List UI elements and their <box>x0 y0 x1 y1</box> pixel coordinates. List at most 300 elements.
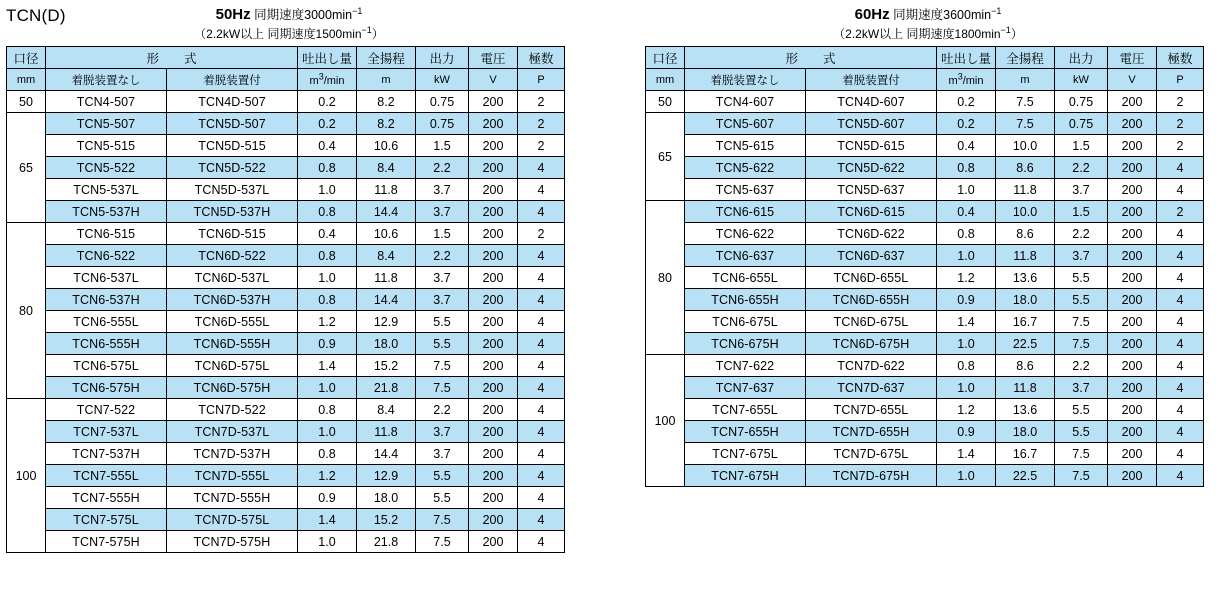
cell-voltage: 200 <box>469 201 518 223</box>
cell-head: 10.0 <box>996 201 1055 223</box>
cell-bore: 65 <box>7 113 46 223</box>
header-type: 形 式 <box>685 47 937 69</box>
header-head-unit: m <box>996 69 1055 91</box>
cell-poles: 4 <box>518 201 565 223</box>
cell-model-with-device: TCN7D-555L <box>167 465 298 487</box>
cell-head: 22.5 <box>996 333 1055 355</box>
cell-model-with-device: TCN6D-622 <box>806 223 937 245</box>
table-header-row <box>7 47 565 69</box>
cell-model-no-device: TCN6-615 <box>685 201 806 223</box>
cell-head: 7.5 <box>996 113 1055 135</box>
cell-flow: 0.4 <box>298 135 357 157</box>
cell-voltage: 200 <box>469 179 518 201</box>
cell-model-no-device: TCN5-622 <box>685 157 806 179</box>
table-body-50hz <box>7 91 565 553</box>
cell-poles: 4 <box>518 531 565 553</box>
heading-sub-close: ） <box>1010 27 1023 42</box>
cell-voltage: 200 <box>469 465 518 487</box>
cell-power: 3.7 <box>1055 377 1108 399</box>
heading-sub-close: ） <box>371 27 384 42</box>
block-heading-50hz <box>6 4 572 42</box>
table-row <box>646 333 1204 355</box>
cell-model-with-device: TCN5D-622 <box>806 157 937 179</box>
cell-voltage: 200 <box>469 267 518 289</box>
header-poles: 極数 <box>1157 47 1204 69</box>
cell-flow: 0.8 <box>298 289 357 311</box>
header-type-no-device: 着脱装置なし <box>685 69 806 91</box>
cell-model-no-device: TCN6-655H <box>685 289 806 311</box>
table-row <box>7 377 565 399</box>
cell-power: 7.5 <box>1055 333 1108 355</box>
cell-flow: 0.8 <box>298 443 357 465</box>
cell-model-with-device: TCN7D-575H <box>167 531 298 553</box>
cell-bore: 65 <box>646 113 685 201</box>
cell-model-no-device: TCN7-575L <box>46 509 167 531</box>
header-flow: 吐出し量 <box>937 47 996 69</box>
cell-poles: 2 <box>1157 91 1204 113</box>
cell-voltage: 200 <box>469 311 518 333</box>
cell-poles: 4 <box>1157 157 1204 179</box>
cell-model-with-device: TCN6D-537H <box>167 289 298 311</box>
table-row <box>7 443 565 465</box>
cell-flow: 0.9 <box>298 333 357 355</box>
cell-power: 5.5 <box>416 311 469 333</box>
cell-model-no-device: TCN5-615 <box>685 135 806 157</box>
cell-voltage: 200 <box>469 355 518 377</box>
table-header-row <box>646 47 1204 69</box>
cell-bore: 100 <box>7 399 46 553</box>
cell-head: 11.8 <box>357 267 416 289</box>
cell-power: 1.5 <box>1055 135 1108 157</box>
cell-flow: 0.8 <box>298 245 357 267</box>
cell-poles: 2 <box>518 91 565 113</box>
cell-power: 2.2 <box>1055 157 1108 179</box>
cell-model-with-device: TCN5D-507 <box>167 113 298 135</box>
header-power-unit: kW <box>1055 69 1108 91</box>
cell-power: 7.5 <box>416 531 469 553</box>
cell-head: 8.6 <box>996 223 1055 245</box>
cell-head: 11.8 <box>996 179 1055 201</box>
table-row <box>646 443 1204 465</box>
header-type: 形 式 <box>46 47 298 69</box>
table-row <box>7 91 565 113</box>
table-row <box>646 355 1204 377</box>
cell-model-no-device: TCN7-537L <box>46 421 167 443</box>
cell-power: 3.7 <box>416 267 469 289</box>
cell-power: 7.5 <box>1055 443 1108 465</box>
table-row <box>7 465 565 487</box>
cell-poles: 4 <box>518 355 565 377</box>
cell-model-no-device: TCN6-537H <box>46 289 167 311</box>
table-row <box>7 487 565 509</box>
heading-sub-sup: −1 <box>1000 25 1011 36</box>
cell-flow: 1.0 <box>298 179 357 201</box>
cell-flow: 1.0 <box>298 531 357 553</box>
cell-flow: 1.4 <box>937 443 996 465</box>
cell-head: 14.4 <box>357 201 416 223</box>
cell-model-no-device: TCN5-537H <box>46 201 167 223</box>
cell-voltage: 200 <box>469 487 518 509</box>
cell-model-no-device: TCN7-537H <box>46 443 167 465</box>
header-bore-unit: mm <box>646 69 685 91</box>
cell-head: 12.9 <box>357 311 416 333</box>
cell-voltage: 200 <box>1108 91 1157 113</box>
spec-table-60hz <box>645 46 1204 487</box>
cell-voltage: 200 <box>469 377 518 399</box>
table-row <box>7 135 565 157</box>
cell-head: 8.2 <box>357 91 416 113</box>
cell-head: 8.6 <box>996 157 1055 179</box>
cell-flow: 0.8 <box>937 355 996 377</box>
header-voltage-unit: V <box>1108 69 1157 91</box>
cell-head: 10.6 <box>357 135 416 157</box>
cell-poles: 4 <box>1157 289 1204 311</box>
cell-model-no-device: TCN7-622 <box>685 355 806 377</box>
cell-voltage: 200 <box>1108 421 1157 443</box>
cell-power: 1.5 <box>416 223 469 245</box>
cell-power: 5.5 <box>1055 289 1108 311</box>
cell-voltage: 200 <box>1108 399 1157 421</box>
cell-power: 3.7 <box>416 201 469 223</box>
cell-flow: 0.9 <box>937 421 996 443</box>
cell-model-no-device: TCN5-507 <box>46 113 167 135</box>
cell-model-no-device: TCN6-622 <box>685 223 806 245</box>
table-row <box>7 245 565 267</box>
cell-poles: 4 <box>1157 443 1204 465</box>
table-row <box>7 421 565 443</box>
heading-main-sup: −1 <box>991 6 1002 16</box>
cell-flow: 1.0 <box>937 179 996 201</box>
cell-model-with-device: TCN6D-515 <box>167 223 298 245</box>
cell-model-no-device: TCN7-522 <box>46 399 167 421</box>
cell-power: 5.5 <box>416 487 469 509</box>
cell-model-with-device: TCN5D-637 <box>806 179 937 201</box>
cell-poles: 4 <box>518 157 565 179</box>
cell-power: 5.5 <box>1055 399 1108 421</box>
header-head: 全揚程 <box>357 47 416 69</box>
cell-head: 8.4 <box>357 399 416 421</box>
cell-head: 16.7 <box>996 443 1055 465</box>
cell-model-no-device: TCN7-555H <box>46 487 167 509</box>
header-poles-unit: P <box>1157 69 1204 91</box>
cell-flow: 1.4 <box>298 355 357 377</box>
cell-model-with-device: TCN7D-537L <box>167 421 298 443</box>
cell-head: 11.8 <box>996 377 1055 399</box>
cell-voltage: 200 <box>1108 245 1157 267</box>
cell-power: 7.5 <box>1055 465 1108 487</box>
table-row <box>646 289 1204 311</box>
cell-voltage: 200 <box>469 531 518 553</box>
cell-voltage: 200 <box>469 399 518 421</box>
cell-voltage: 200 <box>469 113 518 135</box>
cell-power: 5.5 <box>1055 267 1108 289</box>
cell-poles: 4 <box>518 179 565 201</box>
cell-bore: 80 <box>646 201 685 355</box>
cell-head: 13.6 <box>996 267 1055 289</box>
table-subheader-row <box>7 69 565 91</box>
table-row <box>646 91 1204 113</box>
cell-model-with-device: TCN6D-555L <box>167 311 298 333</box>
cell-poles: 4 <box>1157 421 1204 443</box>
table-row <box>7 333 565 355</box>
cell-model-with-device: TCN6D-522 <box>167 245 298 267</box>
table-row <box>7 267 565 289</box>
cell-voltage: 200 <box>469 443 518 465</box>
cell-model-with-device: TCN6D-655L <box>806 267 937 289</box>
cell-voltage: 200 <box>1108 157 1157 179</box>
cell-voltage: 200 <box>1108 113 1157 135</box>
header-voltage: 電圧 <box>469 47 518 69</box>
cell-model-no-device: TCN6-675H <box>685 333 806 355</box>
table-row <box>646 223 1204 245</box>
header-head-unit: m <box>357 69 416 91</box>
header-bore: 口径 <box>646 47 685 69</box>
header-power-unit: kW <box>416 69 469 91</box>
cell-power: 0.75 <box>1055 113 1108 135</box>
cell-model-with-device: TCN6D-537L <box>167 267 298 289</box>
heading-frequency: 50Hz <box>215 6 251 24</box>
cell-voltage: 200 <box>469 289 518 311</box>
table-row <box>7 157 565 179</box>
cell-flow: 1.2 <box>298 465 357 487</box>
cell-head: 10.0 <box>996 135 1055 157</box>
spec-block-60hz <box>645 4 1211 487</box>
cell-flow: 1.2 <box>298 311 357 333</box>
cell-poles: 4 <box>1157 311 1204 333</box>
cell-flow: 0.2 <box>937 113 996 135</box>
cell-poles: 2 <box>518 113 565 135</box>
cell-model-no-device: TCN7-575H <box>46 531 167 553</box>
cell-power: 3.7 <box>416 289 469 311</box>
cell-poles: 4 <box>518 245 565 267</box>
cell-model-with-device: TCN7D-655L <box>806 399 937 421</box>
table-row <box>646 201 1204 223</box>
cell-power: 2.2 <box>1055 355 1108 377</box>
cell-bore: 100 <box>646 355 685 487</box>
cell-bore: 50 <box>646 91 685 113</box>
cell-model-with-device: TCN5D-615 <box>806 135 937 157</box>
cell-model-no-device: TCN7-655H <box>685 421 806 443</box>
cell-poles: 4 <box>1157 223 1204 245</box>
cell-poles: 4 <box>518 267 565 289</box>
table-row <box>7 201 565 223</box>
cell-power: 2.2 <box>416 245 469 267</box>
table-row <box>646 399 1204 421</box>
table-row <box>646 267 1204 289</box>
header-poles-unit: P <box>518 69 565 91</box>
cell-voltage: 200 <box>1108 201 1157 223</box>
cell-power: 7.5 <box>1055 311 1108 333</box>
table-row <box>7 355 565 377</box>
cell-head: 11.8 <box>357 421 416 443</box>
cell-voltage: 200 <box>1108 289 1157 311</box>
cell-flow: 0.4 <box>937 135 996 157</box>
cell-poles: 4 <box>1157 245 1204 267</box>
cell-flow: 0.8 <box>298 201 357 223</box>
cell-poles: 4 <box>518 333 565 355</box>
cell-power: 3.7 <box>416 421 469 443</box>
cell-model-with-device: TCN5D-515 <box>167 135 298 157</box>
cell-model-with-device: TCN5D-607 <box>806 113 937 135</box>
header-voltage: 電圧 <box>1108 47 1157 69</box>
cell-model-with-device: TCN4D-507 <box>167 91 298 113</box>
cell-poles: 4 <box>518 377 565 399</box>
cell-model-with-device: TCN7D-575L <box>167 509 298 531</box>
cell-flow: 1.0 <box>298 377 357 399</box>
cell-model-no-device: TCN4-507 <box>46 91 167 113</box>
cell-power: 1.5 <box>1055 201 1108 223</box>
cell-voltage: 200 <box>1108 443 1157 465</box>
cell-model-no-device: TCN6-555L <box>46 311 167 333</box>
cell-power: 3.7 <box>1055 245 1108 267</box>
cell-model-no-device: TCN7-655L <box>685 399 806 421</box>
table-row <box>646 245 1204 267</box>
cell-poles: 4 <box>518 465 565 487</box>
cell-model-no-device: TCN7-555L <box>46 465 167 487</box>
cell-model-no-device: TCN5-522 <box>46 157 167 179</box>
cell-model-no-device: TCN6-575L <box>46 355 167 377</box>
cell-model-no-device: TCN6-522 <box>46 245 167 267</box>
cell-power: 3.7 <box>416 443 469 465</box>
cell-flow: 0.4 <box>298 223 357 245</box>
cell-voltage: 200 <box>469 157 518 179</box>
table-row <box>7 223 565 245</box>
cell-head: 18.0 <box>357 487 416 509</box>
cell-model-no-device: TCN5-637 <box>685 179 806 201</box>
page-title: TCN(D) <box>6 6 66 25</box>
table-row <box>7 531 565 553</box>
table-body-60hz <box>646 91 1204 487</box>
cell-flow: 1.0 <box>298 267 357 289</box>
cell-voltage: 200 <box>1108 223 1157 245</box>
header-type-with-device: 着脱装置付 <box>167 69 298 91</box>
cell-model-with-device: TCN6D-575L <box>167 355 298 377</box>
cell-head: 14.4 <box>357 443 416 465</box>
header-poles: 極数 <box>518 47 565 69</box>
cell-bore: 50 <box>7 91 46 113</box>
cell-voltage: 200 <box>1108 333 1157 355</box>
cell-poles: 2 <box>518 223 565 245</box>
cell-model-with-device: TCN6D-675L <box>806 311 937 333</box>
header-type-with-device: 着脱装置付 <box>806 69 937 91</box>
header-voltage-unit: V <box>469 69 518 91</box>
header-flow: 吐出し量 <box>298 47 357 69</box>
cell-voltage: 200 <box>469 421 518 443</box>
cell-flow: 1.0 <box>937 377 996 399</box>
cell-flow: 0.2 <box>298 91 357 113</box>
cell-model-with-device: TCN4D-607 <box>806 91 937 113</box>
cell-voltage: 200 <box>1108 311 1157 333</box>
cell-poles: 2 <box>1157 201 1204 223</box>
table-row <box>646 465 1204 487</box>
table-row <box>7 399 565 421</box>
cell-model-with-device: TCN7D-675L <box>806 443 937 465</box>
cell-model-no-device: TCN6-575H <box>46 377 167 399</box>
table-row <box>646 135 1204 157</box>
heading-sub-open: （2.2kW以上 同期速度1500min <box>194 27 362 42</box>
table-row <box>646 377 1204 399</box>
cell-poles: 4 <box>518 399 565 421</box>
cell-model-with-device: TCN6D-637 <box>806 245 937 267</box>
cell-poles: 4 <box>518 443 565 465</box>
cell-model-with-device: TCN6D-655H <box>806 289 937 311</box>
cell-voltage: 200 <box>1108 267 1157 289</box>
cell-model-no-device: TCN7-675H <box>685 465 806 487</box>
cell-head: 10.6 <box>357 223 416 245</box>
cell-power: 2.2 <box>1055 223 1108 245</box>
cell-model-with-device: TCN7D-655H <box>806 421 937 443</box>
cell-model-no-device: TCN5-537L <box>46 179 167 201</box>
cell-flow: 0.4 <box>937 201 996 223</box>
cell-poles: 2 <box>518 135 565 157</box>
cell-power: 0.75 <box>416 113 469 135</box>
table-row <box>646 113 1204 135</box>
cell-model-with-device: TCN6D-615 <box>806 201 937 223</box>
cell-model-no-device: TCN4-607 <box>685 91 806 113</box>
cell-model-with-device: TCN5D-537H <box>167 201 298 223</box>
cell-poles: 4 <box>1157 465 1204 487</box>
spec-table-50hz <box>6 46 565 553</box>
cell-head: 8.2 <box>357 113 416 135</box>
cell-poles: 4 <box>1157 377 1204 399</box>
header-head: 全揚程 <box>996 47 1055 69</box>
cell-voltage: 200 <box>469 223 518 245</box>
cell-model-with-device: TCN7D-537H <box>167 443 298 465</box>
cell-head: 11.8 <box>357 179 416 201</box>
cell-head: 8.4 <box>357 157 416 179</box>
cell-voltage: 200 <box>469 135 518 157</box>
table-row <box>7 311 565 333</box>
cell-head: 18.0 <box>357 333 416 355</box>
cell-flow: 1.0 <box>298 421 357 443</box>
cell-flow: 0.8 <box>937 157 996 179</box>
table-row <box>7 179 565 201</box>
block-heading-60hz <box>645 4 1211 42</box>
cell-model-with-device: TCN5D-522 <box>167 157 298 179</box>
cell-model-no-device: TCN6-637 <box>685 245 806 267</box>
cell-head: 18.0 <box>996 289 1055 311</box>
cell-flow: 1.0 <box>937 465 996 487</box>
cell-voltage: 200 <box>1108 179 1157 201</box>
cell-head: 8.4 <box>357 245 416 267</box>
cell-poles: 4 <box>518 509 565 531</box>
cell-head: 12.9 <box>357 465 416 487</box>
cell-model-no-device: TCN7-675L <box>685 443 806 465</box>
cell-power: 7.5 <box>416 509 469 531</box>
cell-power: 7.5 <box>416 377 469 399</box>
cell-model-no-device: TCN6-655L <box>685 267 806 289</box>
header-power: 出力 <box>1055 47 1108 69</box>
table-row <box>646 311 1204 333</box>
heading-main: 同期速度3000min <box>254 8 353 23</box>
spec-block-50hz <box>6 4 572 553</box>
cell-model-no-device: TCN7-637 <box>685 377 806 399</box>
cell-voltage: 200 <box>469 245 518 267</box>
header-flow-unit: $m^3/\min$ <box>298 69 357 91</box>
cell-flow: 0.2 <box>937 91 996 113</box>
cell-power: 2.2 <box>416 399 469 421</box>
cell-power: 0.75 <box>1055 91 1108 113</box>
cell-model-no-device: TCN6-555H <box>46 333 167 355</box>
cell-model-with-device: TCN5D-537L <box>167 179 298 201</box>
cell-power: 5.5 <box>416 465 469 487</box>
heading-frequency: 60Hz <box>854 6 890 24</box>
cell-head: 16.7 <box>996 311 1055 333</box>
cell-flow: 1.4 <box>937 311 996 333</box>
cell-poles: 4 <box>1157 355 1204 377</box>
cell-model-with-device: TCN7D-675H <box>806 465 937 487</box>
cell-model-with-device: TCN7D-622 <box>806 355 937 377</box>
